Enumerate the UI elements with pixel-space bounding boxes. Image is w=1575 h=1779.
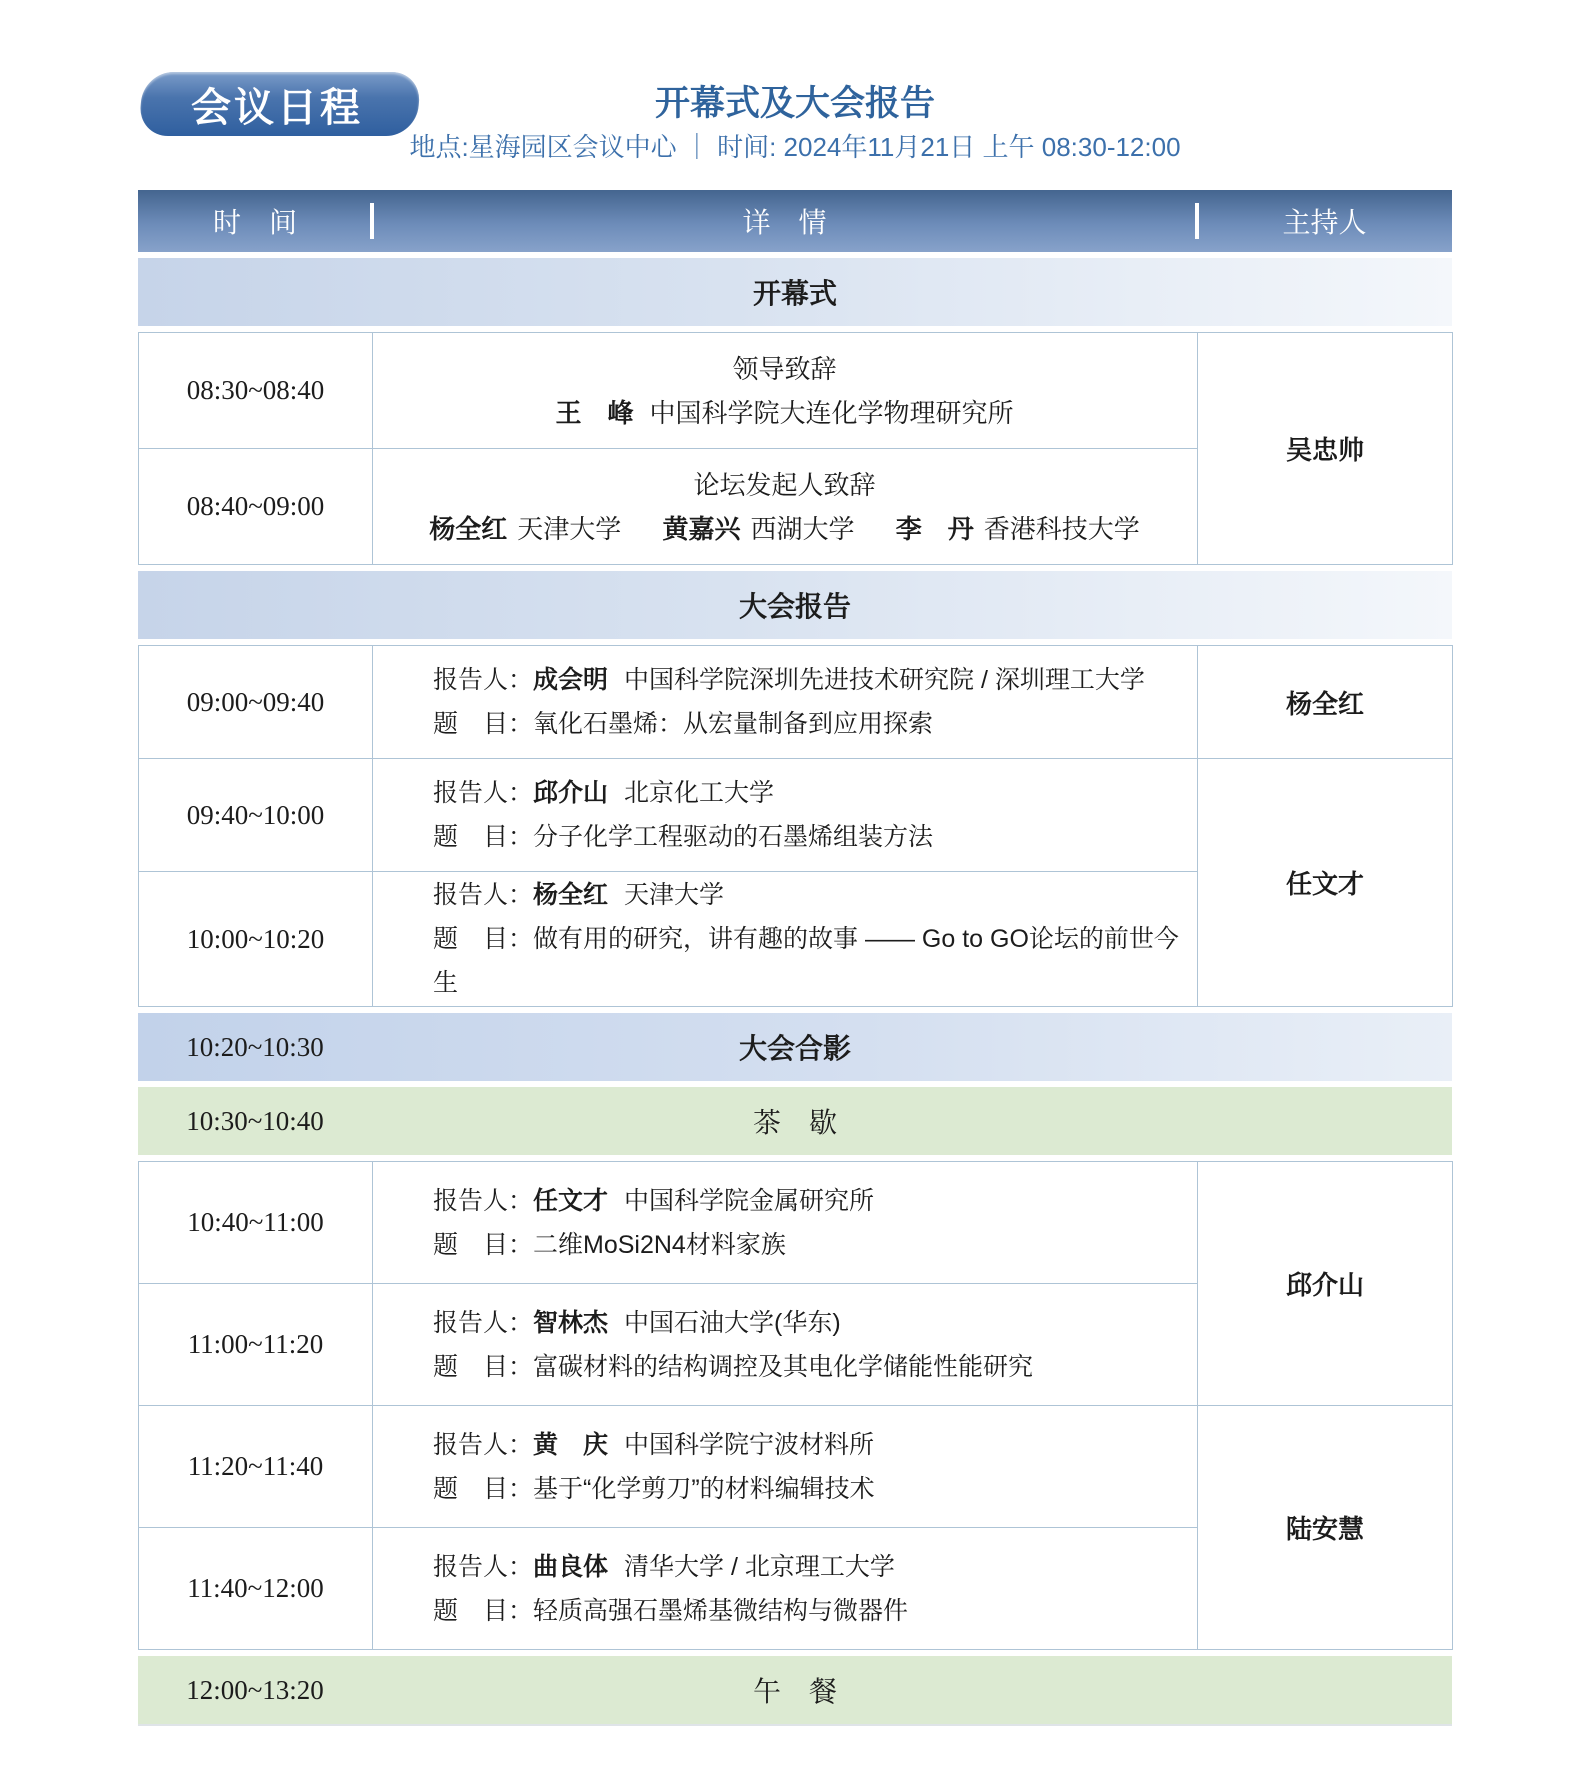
- speaker-label: 报告人：: [433, 1186, 534, 1215]
- host-cell: 陆安慧: [1198, 1406, 1453, 1650]
- time-cell: 09:00~09:40: [139, 646, 373, 759]
- speaker-affiliation: 中国科学院金属研究所: [624, 1186, 875, 1215]
- title-line: [433, 1345, 1196, 1389]
- talk-title: 富碳材料的结构调控及其电化学储能性能研究: [533, 1352, 1034, 1381]
- speaker-name: 杨全红: [533, 881, 609, 909]
- host-cell: 邱介山: [1198, 1162, 1453, 1406]
- detail-cell: [373, 1528, 1198, 1650]
- host-cell: 杨全红: [1198, 646, 1453, 759]
- speaker-label: 报告人：: [433, 779, 534, 807]
- speaker-group: [429, 514, 621, 544]
- event-speakers: [373, 391, 1196, 435]
- host-cell: 吴忠帅: [1198, 333, 1453, 565]
- speaker-affiliation: 天津大学: [517, 513, 622, 544]
- speaker-name: 李 丹: [895, 513, 974, 544]
- time-cell: 11:20~11:40: [139, 1406, 373, 1528]
- detail-cell: [373, 1162, 1198, 1284]
- time-cell: 08:30~08:40: [139, 333, 373, 449]
- speaker-affiliation: 中国科学院大连化学物理研究所: [649, 397, 1014, 428]
- speaker-affiliation: 中国科学院深圳先进技术研究院 / 深圳理工大学: [624, 666, 1145, 694]
- title-line: [433, 702, 1196, 746]
- title-line: [433, 1223, 1196, 1267]
- schedule-page: [138, 0, 1452, 1732]
- speaker-name: 成会明: [533, 666, 609, 694]
- event-speakers: [373, 507, 1196, 551]
- speaker-line: [433, 1423, 1196, 1467]
- speaker-affiliation: 中国石油大学(华东): [624, 1308, 841, 1337]
- speaker-affiliation: 西湖大学: [750, 513, 855, 544]
- event-label: 午 餐: [752, 1676, 837, 1707]
- table-header: [138, 190, 1452, 252]
- time-cell: 11:40~12:00: [139, 1528, 373, 1650]
- speaker-name: 智林杰: [533, 1308, 609, 1337]
- speaker-line: [433, 1179, 1196, 1223]
- schedule-badge: [138, 72, 416, 136]
- column-header-time: 时 间: [212, 207, 297, 238]
- speaker-label: 报告人：: [433, 881, 534, 909]
- speaker-affiliation: 香港科技大学: [983, 513, 1140, 544]
- speaker-group: [662, 514, 854, 544]
- title-label: 题 目：: [433, 1474, 534, 1503]
- time-cell: 10:40~11:00: [139, 1162, 373, 1284]
- table-row: [139, 1162, 1453, 1284]
- time-label: 10:20~10:30: [186, 1031, 324, 1062]
- speaker-name: 黄嘉兴: [662, 513, 741, 544]
- speaker-label: 报告人：: [433, 666, 534, 694]
- talk-title: 分子化学工程驱动的石墨烯组装方法: [533, 823, 934, 851]
- speaker-label: 报告人：: [433, 1430, 534, 1459]
- section-band-plenary: 大会报告: [138, 571, 1452, 639]
- detail-cell: [373, 759, 1198, 872]
- header-divider-tick: [1195, 203, 1199, 239]
- time-cell: 11:00~11:20: [139, 1284, 373, 1406]
- table-row: [139, 759, 1453, 872]
- speaker-name: 曲良体: [533, 1552, 609, 1581]
- group-photo-row: [138, 1013, 1452, 1081]
- column-header-detail: 详 情: [742, 207, 827, 238]
- time-label: 10:30~10:40: [186, 1105, 324, 1136]
- talk-title: 做有用的研究，讲有趣的故事 —— Go to GO论坛的前世今生: [433, 925, 1179, 997]
- speaker-line: [433, 1545, 1196, 1589]
- title-label: 题 目：: [433, 1596, 534, 1625]
- talk-title: 二维MoSi2N4材料家族: [533, 1230, 786, 1259]
- speaker-name: 邱介山: [533, 779, 609, 807]
- detail-cell: [373, 646, 1198, 759]
- talk-title: 氧化石墨烯：从宏量制备到应用探索: [533, 710, 934, 738]
- detail-cell: [373, 1284, 1198, 1406]
- speaker-name: 杨全红: [429, 513, 508, 544]
- time-cell: 09:40~10:00: [139, 759, 373, 872]
- title-label: 题 目：: [433, 710, 534, 738]
- speaker-line: [433, 771, 1196, 815]
- column-header-host: 主持人: [1282, 207, 1367, 238]
- speaker-group: [896, 514, 1140, 544]
- title-line: [433, 815, 1196, 859]
- host-cell: 任文才: [1198, 759, 1453, 1007]
- table-row: [139, 1406, 1453, 1528]
- page-subtitle: 地点:星海园区会议中心 ｜ 时间: 2024年11月21日 上午 08:30-12:00: [409, 132, 1181, 162]
- speaker-name: 黄 庆: [533, 1430, 609, 1459]
- speaker-affiliation: 天津大学: [624, 881, 725, 909]
- plenary-table-2: [138, 1161, 1453, 1650]
- speaker-affiliation: 清华大学 / 北京理工大学: [624, 1552, 895, 1581]
- event-label: 茶 歇: [752, 1107, 837, 1138]
- title-line: [433, 1467, 1196, 1511]
- speaker-label: 报告人：: [433, 1308, 534, 1337]
- page-title: 开幕式及大会报告: [654, 84, 935, 123]
- time-cell: 08:40~09:00: [139, 449, 373, 565]
- speaker-name: 王 峰: [555, 397, 634, 428]
- detail-cell: [373, 333, 1198, 449]
- speaker-label: 报告人：: [433, 1552, 534, 1581]
- speaker-line: [433, 1301, 1196, 1345]
- title-line: [433, 917, 1196, 1005]
- title-label: 题 目：: [433, 925, 534, 953]
- talk-title: 轻质高强石墨烯基微结构与微器件: [533, 1596, 909, 1625]
- plenary-table-1: [138, 645, 1453, 1007]
- speaker-line: [433, 873, 1196, 917]
- title-label: 题 目：: [433, 1352, 534, 1381]
- title-line: [433, 1589, 1196, 1633]
- event-heading: 论坛发起人致辞: [693, 469, 876, 500]
- header-divider-tick: [370, 203, 374, 239]
- speaker-affiliation: 中国科学院宁波材料所: [624, 1430, 875, 1459]
- time-label: 12:00~13:20: [186, 1674, 324, 1705]
- badge-label: 会议日程: [191, 85, 363, 130]
- event-label: 大会合影: [738, 1033, 851, 1064]
- detail-cell: [373, 449, 1198, 565]
- speaker-line: [433, 658, 1196, 702]
- tea-break-row: [138, 1087, 1452, 1155]
- title-label: 题 目：: [433, 823, 534, 851]
- speaker-name: 任文才: [533, 1186, 609, 1215]
- section-band-opening: 开幕式: [138, 258, 1452, 326]
- talk-title: 基于“化学剪刀”的材料编辑技术: [533, 1474, 875, 1503]
- time-cell: 10:00~10:20: [139, 872, 373, 1007]
- table-row: [139, 333, 1453, 449]
- speaker-affiliation: 北京化工大学: [624, 779, 775, 807]
- detail-cell: [373, 872, 1198, 1007]
- title-label: 题 目：: [433, 1230, 534, 1259]
- opening-table: [138, 332, 1453, 565]
- lunch-row: [138, 1656, 1452, 1726]
- table-row: [139, 646, 1453, 759]
- event-heading: 领导致辞: [732, 353, 837, 384]
- detail-cell: [373, 1406, 1198, 1528]
